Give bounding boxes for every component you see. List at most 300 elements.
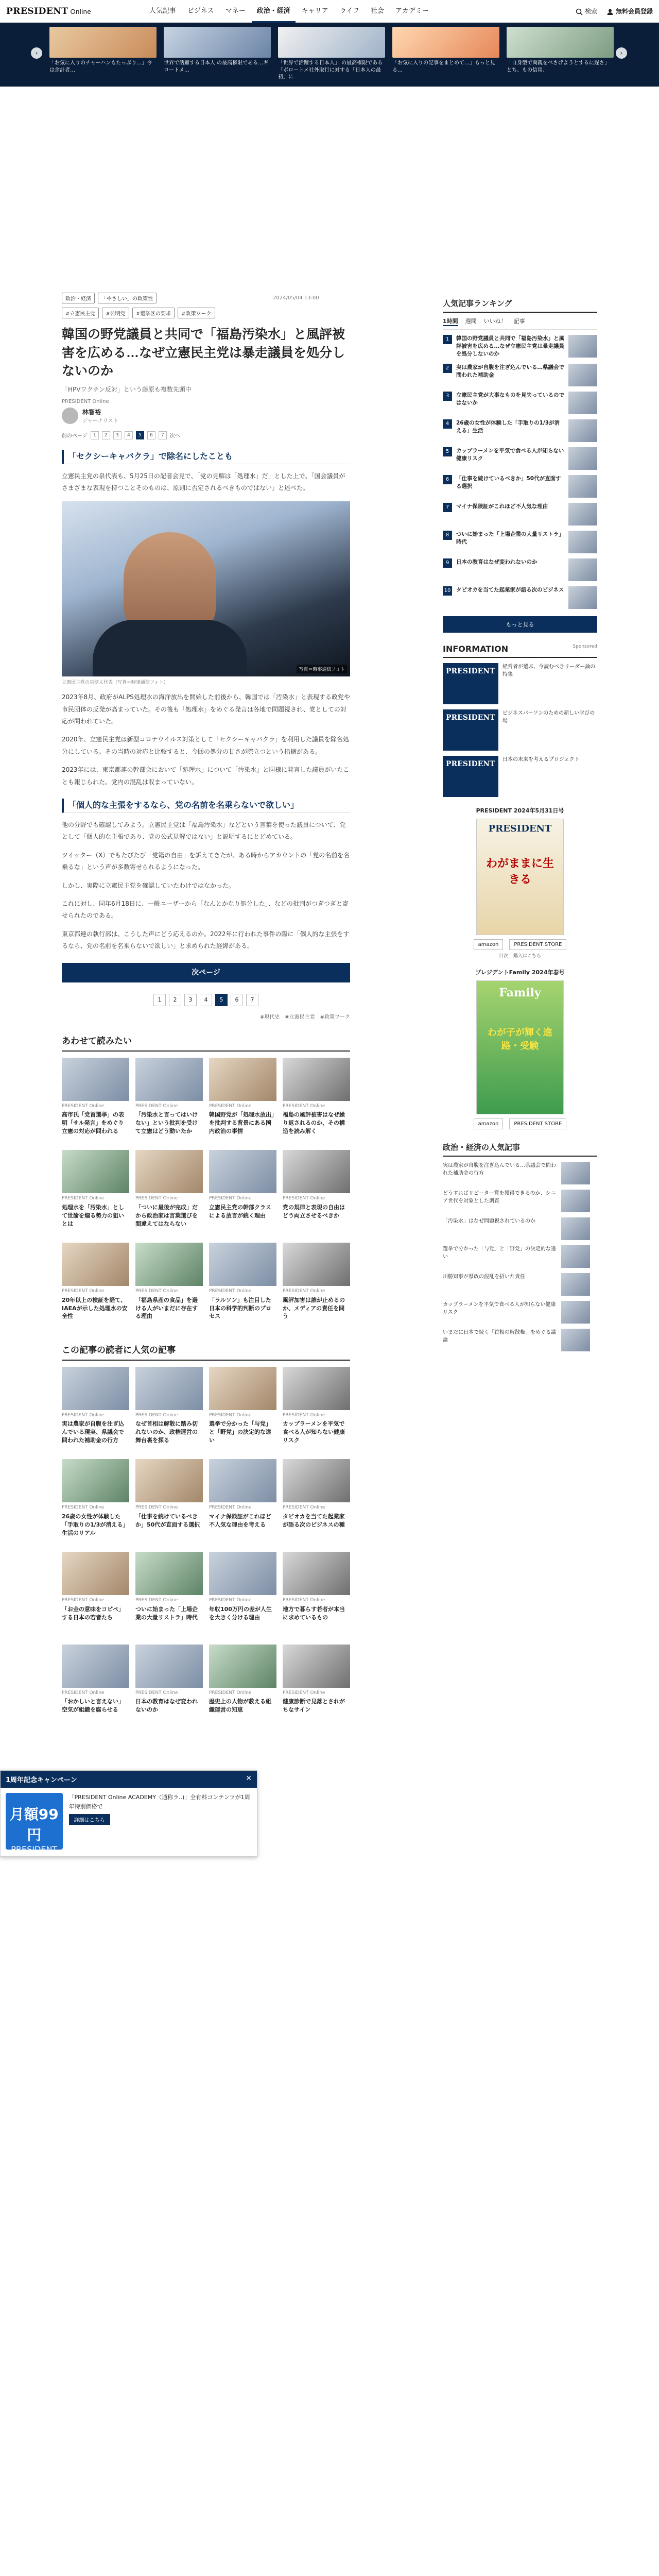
carousel-card-image — [164, 27, 271, 58]
body-paragraph: 2020年、立憲民主党は新型コロナウイルス対策として「セクシーキャバクラ」を利用した議員を除名処分にしている。その当時の対応と比較すると、今回の処分の甘さが際立つという指摘がある。 — [62, 736, 349, 755]
page-link[interactable]: 3 — [113, 431, 122, 439]
ranking-thumbnail — [568, 447, 597, 470]
ranking-item[interactable] — [443, 531, 597, 553]
page-link[interactable]: 4 — [125, 431, 133, 439]
article-photo — [62, 501, 350, 676]
article-card[interactable] — [209, 1645, 276, 1731]
article-card[interactable] — [62, 1150, 129, 1236]
ranking-thumbnail — [568, 503, 597, 526]
article-title: 韓国の野党議員と共同で「福島汚染水」と風評被害を広める…なぜ立憲民主党は暴走議員を処分しないのか — [62, 327, 345, 378]
article-card-image — [209, 1243, 276, 1286]
ranking-item[interactable] — [443, 364, 597, 386]
article-card-image — [283, 1243, 350, 1286]
politics-thumbnail — [561, 1217, 590, 1240]
politics-list — [443, 1162, 597, 1351]
price-badge: 月額99円 PRESIDENT — [6, 1793, 63, 1850]
rank-number: 2 — [443, 364, 452, 373]
next-page-link[interactable]: 次へ — [169, 433, 180, 439]
ranking-more-button[interactable]: もっと見る — [443, 616, 597, 633]
toc-link[interactable]: 目次 — [498, 953, 508, 959]
article-card-image — [135, 1367, 203, 1410]
ranking-item[interactable] — [443, 586, 597, 609]
author-name: 林智裕 — [82, 408, 101, 416]
carousel-card-image — [278, 27, 385, 58]
recommended-heading: あわせて読みたい — [62, 1033, 350, 1052]
info-logo: PRESIDENT — [443, 709, 498, 751]
politics-title: 選挙で分かった「与党」と「野党」の決定的な違い — [443, 1246, 556, 1260]
body-paragraph: 立憲民主党の泉代表も、5月25日の記者会見で、「党の見解は「処理水」だ」とした上で、「国会議員がさまざまな表現を持つことそのものは、原則に否定されるべきものではない」と述べた。 — [62, 472, 345, 492]
article-card-title: マイナ保険証がこれほど不人気な理由を考える — [209, 1513, 271, 1528]
article-card-source: PRESIDENT Online — [283, 1505, 325, 1511]
hashtag[interactable]: #現代史 — [259, 1014, 280, 1020]
global-nav — [144, 0, 434, 23]
article-card-source: PRESIDENT Online — [62, 1597, 105, 1603]
rank-number: 9 — [443, 558, 452, 568]
article-subtitle: 「HPVワクチン反対」という藤原も複数先頭中 — [62, 385, 192, 393]
article-card[interactable] — [283, 1552, 350, 1638]
article-card-source: PRESIDENT Online — [283, 1288, 325, 1294]
article-card[interactable] — [135, 1367, 203, 1453]
article-card[interactable] — [62, 1243, 129, 1329]
info-item[interactable] — [443, 663, 597, 704]
article-card[interactable] — [135, 1150, 203, 1236]
page-link-current[interactable]: 5 — [136, 431, 144, 439]
article-card-image — [209, 1367, 276, 1410]
rank-number: 4 — [443, 419, 452, 429]
article-card-source: PRESIDENT Online — [62, 1288, 105, 1294]
article-card-image — [209, 1552, 276, 1595]
carousel-card[interactable] — [278, 27, 385, 80]
readers-popular-heading: この記事の読者に人気の記事 — [62, 1343, 350, 1361]
ranking-title: 実は農家が自腹を注ぎ込んでいる…県議会で問われた補助金 — [456, 364, 564, 378]
article-card-title: 選挙で分かった「与党」と「野党」の決定的な違い — [209, 1420, 271, 1444]
ranking-item[interactable] — [443, 392, 597, 414]
article-card-source: PRESIDENT Online — [209, 1196, 252, 1201]
article-card-image — [62, 1552, 129, 1595]
carousel-card-image — [507, 27, 614, 58]
article-card-image — [62, 1645, 129, 1688]
politics-item[interactable] — [443, 1329, 597, 1351]
article-card-image — [62, 1459, 129, 1502]
article-card-source: PRESIDENT Online — [62, 1690, 105, 1696]
article-card-title: 韓国野党が「処理水放出」を批判する背景にある国内政治の事情 — [209, 1111, 274, 1135]
ranking-title: 26歳の女性が体験した「手取りの1/3が消える」生活 — [456, 419, 560, 434]
recommended-grid — [62, 1058, 350, 1329]
popup-body — [1, 1788, 257, 1855]
article-card-title: ついに始まった「上場企業の大量リストラ」時代 — [135, 1605, 198, 1621]
politics-item[interactable] — [443, 1190, 597, 1212]
article-card[interactable] — [283, 1150, 350, 1236]
article-card-image — [62, 1150, 129, 1193]
article-card[interactable] — [135, 1459, 203, 1546]
page-link[interactable]: 7 — [159, 431, 167, 439]
hashtag[interactable]: #選挙区の要求 — [132, 308, 175, 318]
article-meta — [62, 293, 479, 303]
body-paragraph: 2023年8月、政府がALPS処理水の海洋放出を開始した前後から、韓国では「汚染水」と表現する政党や市民団体の反発が高まっていた。その後も「処理水」をめぐる発言は各地で問題視され、党としての対応が問われていた。 — [62, 693, 350, 725]
ranking-tabs — [443, 317, 597, 330]
article-card-image — [283, 1552, 350, 1595]
article-card-title: 20年以上の検証を経て、IAEAが示した処理水の安全性 — [62, 1296, 128, 1320]
article-card-source: PRESIDENT Online — [209, 1288, 252, 1294]
article-card-image — [283, 1150, 350, 1193]
article-card-source: PRESIDENT Online — [283, 1412, 325, 1418]
article-card-image — [62, 1367, 129, 1410]
carousel-card[interactable] — [392, 27, 499, 80]
politics-title: どうすればリピーター賞を獲得できるのか、シニア世代を対象とした調査 — [443, 1190, 556, 1204]
carousel-card-title: 「世界で活躍する日本人」 の最高権限である 「ボロートメ社外取行に対する「日本人の最初」に — [278, 60, 383, 80]
article-card-source: PRESIDENT Online — [283, 1196, 325, 1201]
politics-thumbnail — [561, 1245, 590, 1268]
article-card-title: なぜ首相は解散に踏み切れないのか、政権運営の舞台裏を探る — [135, 1420, 198, 1444]
avatar — [62, 408, 78, 424]
magazine-cover[interactable]: PRESIDENT わがままに生きる — [476, 819, 564, 935]
page-link[interactable]: 6 — [231, 994, 243, 1006]
ranking-thumbnail — [568, 531, 597, 553]
article-card[interactable] — [209, 1459, 276, 1546]
search-button[interactable]: 検索 — [576, 7, 597, 15]
article-card-source: PRESIDENT Online — [135, 1412, 178, 1418]
body-paragraph: ツイッター（X）でもたびたび「党籍の自由」を訴えてきたが、ある時からアカウントの「党の名前を名乗るな」という声が多数寄せられるようになった。 — [62, 851, 350, 871]
politics-item[interactable] — [443, 1245, 597, 1268]
nav-business[interactable]: ビジネス — [187, 7, 214, 15]
user-icon — [606, 8, 614, 15]
politics-thumbnail — [561, 1329, 590, 1351]
ranking-title: 立憲民主党が大事なものを見失っているのではないか — [456, 392, 564, 406]
info-item[interactable] — [443, 709, 597, 751]
section-heading: 「個人的な主張をするなら、党の名前を名乗らないで欲しい」 — [62, 799, 350, 813]
article-card[interactable] — [209, 1058, 276, 1144]
ranking-title: 日本の教育はなぜ変われないのか — [456, 558, 537, 565]
information-heading: INFORMATION Sponsored — [443, 644, 597, 658]
store-button[interactable]: PRESIDENT STORE — [509, 939, 566, 950]
carousel-card[interactable] — [507, 27, 614, 80]
article-card-source: PRESIDENT Online — [62, 1196, 105, 1201]
politics-item[interactable] — [443, 1162, 597, 1184]
carousel-card-title: 世界で活躍する日本人 の最高権限である…ギロートメ… — [164, 60, 269, 73]
ranking-title: ついに始まった「上場企業の大量リストラ」時代 — [456, 531, 564, 545]
article-card-source: PRESIDENT Online — [62, 1103, 105, 1109]
article-card[interactable] — [209, 1367, 276, 1453]
popup-text: 「PRESIDENT Online ACADEMY（通称ラ..)」全有料コンテンツが1周年特別価格で — [68, 1794, 250, 1810]
article-card-title: タピオカを当てた起業家が語る次のビジネスの種 — [283, 1513, 345, 1528]
ranking-heading: 人気記事ランキング — [443, 298, 597, 313]
magazine-label: PRESIDENT 2024年5月31日号 — [476, 807, 564, 814]
rank-number: 7 — [443, 503, 452, 512]
article-card-title: 実は農家が自腹を注ぎ込んでいる現実、県議会で問われた補助金の行方 — [62, 1420, 124, 1444]
page-link[interactable]: 7 — [246, 994, 258, 1006]
article-card-image — [283, 1459, 350, 1502]
publish-date: 2024/05/04 13:00 — [273, 295, 319, 301]
article-card[interactable] — [283, 1243, 350, 1329]
carousel-card-title: 「自身型で両親をべさげようとするに遅さ」とち、もの信用、 — [507, 60, 610, 73]
carousel-card-image — [392, 27, 499, 58]
article-card[interactable] — [283, 1367, 350, 1453]
article-card-image — [209, 1058, 276, 1101]
popup-detail-button[interactable]: 詳細はこちら — [69, 1814, 110, 1825]
article-card-title: 「ついに最後が完成」だから政治家は言葉選びを間違えてはならない — [135, 1204, 198, 1227]
article-card-source: PRESIDENT Online — [209, 1103, 252, 1109]
article-card-title: 風評加害は誰が止めるのか、メディアの責任を問う — [283, 1296, 345, 1320]
article-card-image — [135, 1058, 203, 1101]
ranking-title: マイナ保険証がこれほど不人気な理由 — [456, 503, 548, 510]
campaign-popup — [0, 1770, 257, 1857]
article-card-title: 「福島県産の食品」を避ける人がいまだに存在する理由 — [135, 1296, 198, 1320]
article-card-image — [62, 1243, 129, 1286]
politics-title: 実は農家が自腹を注ぎ込んでいる…県議会で問われた補助金の行方 — [443, 1162, 556, 1176]
ranking-tab-week[interactable]: 週間 — [465, 318, 477, 325]
author[interactable] — [62, 408, 350, 424]
politics-title: 川勝知事が県政の混乱を招いた責任 — [443, 1274, 525, 1280]
body-paragraph: 他の分野でも確認してみよう。立憲民主党は「福島汚染水」などという言葉を使った議員について、党として「個人的な主張であり、党の公式見解ではない」と説明するにとどめている。 — [62, 821, 346, 841]
article-card-source: PRESIDENT Online — [135, 1505, 178, 1511]
amazon-button[interactable]: amazon — [474, 939, 504, 950]
article-card-image — [135, 1459, 203, 1502]
nav-society[interactable]: 社会 — [370, 7, 384, 15]
article-column — [62, 87, 479, 1714]
article-card-image — [209, 1459, 276, 1502]
article-card-source: PRESIDENT Online — [283, 1690, 325, 1696]
politics-title: カップラーメンを平気で食べる人が知らない健康リスク — [443, 1301, 556, 1315]
carousel-next-icon[interactable]: › — [616, 47, 627, 59]
rank-number: 6 — [443, 475, 452, 484]
politics-thumbnail — [561, 1273, 590, 1296]
article-card-title: 地方で暮らす若者が本当に求めているもの — [283, 1605, 345, 1621]
article-card-title: カップラーメンを平気で食べる人が知らない健康リスク — [283, 1420, 345, 1444]
article-card-title: 健康診断で見落とされがちなサイン — [283, 1698, 345, 1714]
hashtag[interactable]: #立憲民主党 — [285, 1014, 315, 1020]
page-link[interactable]: 4 — [200, 994, 212, 1006]
ranking-title: 「仕事を続けているべきか」50代が直面する選択 — [456, 475, 561, 489]
article-card[interactable] — [62, 1552, 129, 1638]
shop-links — [443, 939, 597, 950]
article-card-source: PRESIDENT Online — [135, 1103, 178, 1109]
body-paragraph: しかし、実際に立憲民主党を確認していたわけではなかった。 — [62, 882, 235, 889]
article-card-title: 処理水を「汚染水」として世論を煽る勢力の狙いとは — [62, 1204, 124, 1227]
store-button[interactable]: PRESIDENT STORE — [509, 1118, 566, 1129]
politics-title: いまだに日本で続く「首相の解散権」をめぐる議論 — [443, 1329, 556, 1343]
register-button[interactable]: 無料会員登録 — [606, 7, 653, 15]
article-card[interactable] — [62, 1367, 129, 1453]
article-card[interactable] — [283, 1058, 350, 1144]
pager-top — [62, 431, 350, 439]
ranking-item[interactable] — [443, 419, 597, 442]
category-tag[interactable]: 「やさしい」の政策性 — [98, 293, 157, 303]
info-item[interactable] — [443, 756, 597, 797]
article-card-image — [135, 1645, 203, 1688]
politics-item[interactable] — [443, 1273, 597, 1296]
politics-thumbnail — [561, 1162, 590, 1184]
politics-thumbnail — [561, 1190, 590, 1212]
article-card-source: PRESIDENT Online — [209, 1690, 252, 1696]
article-card-source: PRESIDENT Online — [209, 1505, 252, 1511]
info-text: ビジネスパーソンのための新しい学びの場 — [502, 710, 595, 724]
page-link[interactable]: 6 — [147, 431, 155, 439]
article-card-source: PRESIDENT Online — [62, 1505, 105, 1511]
body-paragraph: これに対し、同年6月18日に、一般ユーザーから「なんとかなり処分した」、などの批判がつぎつぎと寄せられたのである。 — [62, 900, 349, 920]
article-card[interactable] — [62, 1645, 129, 1731]
nav-popular[interactable]: 人気記事 — [149, 7, 177, 15]
page-link[interactable]: 2 — [102, 431, 110, 439]
nav-politics[interactable]: 政治・経済 — [252, 0, 296, 23]
nav-career[interactable]: キャリア — [301, 7, 328, 15]
article-card-title: 「汚染水と言ってはいけない」という批判を受けて立憲はどう動いたか — [135, 1111, 198, 1135]
article-card-title: 日本の教育はなぜ変われないのか — [135, 1698, 198, 1714]
article-card-source: PRESIDENT Online — [135, 1196, 178, 1201]
article-card-image — [283, 1367, 350, 1410]
page-link[interactable]: 3 — [184, 994, 197, 1006]
article-card-image — [135, 1552, 203, 1595]
article-card-title: 「おかしいと言えない」空気が組織を腐らせる — [62, 1698, 124, 1714]
ranking-tab-hour[interactable]: 1時間 — [443, 317, 458, 326]
article-card[interactable] — [209, 1552, 276, 1638]
pager-bottom — [62, 994, 350, 1006]
ranking-list — [443, 335, 597, 609]
hashtag[interactable]: #政策ワーク — [320, 1014, 350, 1020]
article-card-image — [135, 1150, 203, 1193]
rank-number: 10 — [443, 586, 452, 596]
article-card-source: PRESIDENT Online — [209, 1412, 252, 1418]
article-card[interactable] — [62, 1058, 129, 1144]
politics-heading: 政治・経済の人気記事 — [443, 1142, 597, 1157]
family-label: プレジデントFamily 2024年春号 — [475, 969, 565, 976]
amazon-button[interactable]: amazon — [474, 1118, 504, 1129]
article-card-title: 「ラルソン」も注目した日本の科学的判断のプロセス — [209, 1296, 271, 1320]
hashtag[interactable]: #立憲民主党 — [62, 308, 99, 318]
article-card-image — [209, 1150, 276, 1193]
ranking-thumbnail — [568, 558, 597, 581]
article-card-source: PRESIDENT Online — [62, 1412, 105, 1418]
article-card-source: PRESIDENT Online — [135, 1690, 178, 1696]
page-link[interactable]: 2 — [169, 994, 181, 1006]
article-card-title: 高市氏「党首選挙」の表明「サル発言」をめぐり立憲の対応が問われる — [62, 1111, 124, 1135]
next-page-button[interactable]: 次ページ — [62, 963, 350, 982]
site-logo[interactable]: PRESIDENT Online — [6, 6, 92, 16]
author-title: ジャーナリスト — [82, 418, 118, 424]
article-header — [62, 308, 350, 1731]
carousel-cards — [49, 27, 614, 80]
carousel-card-title: 「お気に入りの記事をまとめて…」もっと見る… — [392, 60, 495, 73]
ranking-thumbnail — [568, 335, 597, 358]
prev-page-link[interactable]: 前のページ — [62, 433, 88, 439]
nav-academy[interactable]: アカデミー — [395, 7, 429, 15]
article-card-source: PRESIDENT Online — [283, 1103, 325, 1109]
ranking-title: カップラーメンを平気で食べる人が知らない健康リスク — [456, 447, 564, 462]
purchase-link[interactable]: 購入はこちら — [513, 953, 542, 959]
popup-header: 1周年記念キャンペーン ✕ — [1, 1771, 257, 1788]
ranking-title: 韓国の野党議員と共同で「福島汚染水」と風評被害を広める…なぜ立憲民主党は暴走議員を処分しないのか — [456, 335, 564, 358]
page-link[interactable]: 1 — [153, 994, 166, 1006]
ranking-tab-article[interactable]: 記事 — [513, 318, 525, 325]
carousel-card-image — [49, 27, 157, 58]
family-cover[interactable]: Family わが子が輝く進路・受験 — [476, 980, 564, 1114]
readers-popular-grid — [62, 1367, 350, 1731]
article-card-image — [283, 1645, 350, 1688]
article-card[interactable] — [283, 1459, 350, 1546]
site-header — [0, 0, 659, 23]
feature-carousel — [0, 23, 659, 87]
article-card-source: PRESIDENT Online — [283, 1597, 325, 1603]
carousel-card[interactable] — [164, 27, 271, 80]
page-link-current[interactable]: 5 — [215, 994, 228, 1006]
ranking-item[interactable] — [443, 475, 597, 498]
carousel-card-title: 「お気に入りのチャーハンもたっぷり…」今は余計者… — [49, 60, 152, 73]
ranking-title: タピオカを当てた起業家が語る次のビジネス — [456, 586, 564, 593]
body-paragraph: 東京都連の執行部は、こうした声にどう応えるのか。2022年に行われた事件の際に「個人的な主張をするなら、党の名前を名乗らないで欲しい」と求められた経緯がある。 — [62, 930, 350, 950]
ranking-thumbnail — [568, 419, 597, 442]
article-card[interactable] — [209, 1243, 276, 1329]
article-card[interactable] — [135, 1552, 203, 1638]
ranking-item[interactable] — [443, 335, 597, 359]
carousel-prev-icon[interactable]: ‹ — [31, 47, 42, 59]
article-card-image — [135, 1243, 203, 1286]
hashtag[interactable]: #政策ワーク — [178, 308, 215, 318]
politics-item[interactable] — [443, 1301, 597, 1324]
page-link[interactable]: 1 — [91, 431, 99, 439]
article-card-title: 「お金の意味をコピペ」する日本の若者たち — [62, 1605, 124, 1621]
politics-thumbnail — [561, 1301, 590, 1324]
photo-subject-suit — [93, 620, 247, 676]
article-card-image — [62, 1058, 129, 1101]
photo-credit: 写真＝時事通信フォト — [297, 665, 347, 673]
article-card-source: PRESIDENT Online — [209, 1597, 252, 1603]
article-card-title: 26歳の女性が体験した「手取りの1/3が消える」生活のリアル — [62, 1513, 129, 1536]
search-icon — [576, 8, 583, 15]
politics-title: 「汚染水」はなぜ問題視されているのか — [443, 1218, 535, 1224]
nav-money[interactable]: マネー — [225, 7, 246, 15]
magazine-links — [443, 952, 597, 959]
section-heading: 「セクシーキャバクラ」で除名にしたことも — [62, 450, 350, 464]
info-logo: PRESIDENT — [443, 756, 498, 797]
politics-item[interactable] — [443, 1217, 597, 1240]
info-text: 日本の未来を考えるプロジェクト — [502, 756, 580, 762]
article-card-title: 福島の風評被害はなぜ繰り返されるのか、その構造を読み解く — [283, 1111, 345, 1135]
info-logo: PRESIDENT — [443, 663, 498, 704]
article-card[interactable] — [283, 1645, 350, 1731]
article-card[interactable] — [209, 1150, 276, 1236]
sidebar — [443, 87, 597, 1351]
article-card[interactable] — [135, 1645, 203, 1731]
ranking-thumbnail — [568, 364, 597, 386]
ranking-thumbnail — [568, 475, 597, 498]
nav-life[interactable]: ライフ — [339, 7, 359, 15]
article-bottom-tags — [62, 1012, 350, 1020]
close-icon[interactable]: ✕ — [246, 1774, 252, 1783]
ranking-tab-like[interactable]: いいね！ — [483, 318, 507, 325]
article-card-title: 年収100万円の差が人生を大きく分ける理由 — [209, 1605, 272, 1621]
ranking-item[interactable] — [443, 447, 597, 470]
body-paragraph: 2023年には、東京都連の幹部会において「処理水」について「汚染水」と同様に発言した議員がいたことも報じられた。党内の混乱は収まっていない。 — [62, 766, 350, 786]
category-tag[interactable]: 政治・経済 — [62, 293, 95, 303]
article-card[interactable] — [62, 1459, 129, 1546]
ranking-thumbnail — [568, 392, 597, 414]
hashtag-list — [62, 308, 350, 318]
header-right — [576, 7, 653, 15]
photo-caption: 立憲民主党の泉健太代表（写真＝時事通信フォト） — [62, 680, 168, 686]
rank-number: 5 — [443, 447, 452, 456]
article-card[interactable] — [135, 1058, 203, 1144]
hashtag[interactable]: #公明党 — [102, 308, 129, 318]
article-card-image — [209, 1645, 276, 1688]
carousel-card[interactable] — [49, 27, 157, 80]
shop-links — [443, 1118, 597, 1129]
article-card-title: 党の規律と表現の自由はどう両立させるべきか — [283, 1204, 345, 1219]
rank-number: 1 — [443, 335, 452, 344]
ranking-item[interactable] — [443, 503, 597, 526]
article-card[interactable] — [135, 1243, 203, 1329]
ranking-item[interactable] — [443, 558, 597, 581]
article-card-image — [283, 1058, 350, 1101]
article-card-title: 歴史上の人物が教える組織運営の知恵 — [209, 1698, 271, 1714]
